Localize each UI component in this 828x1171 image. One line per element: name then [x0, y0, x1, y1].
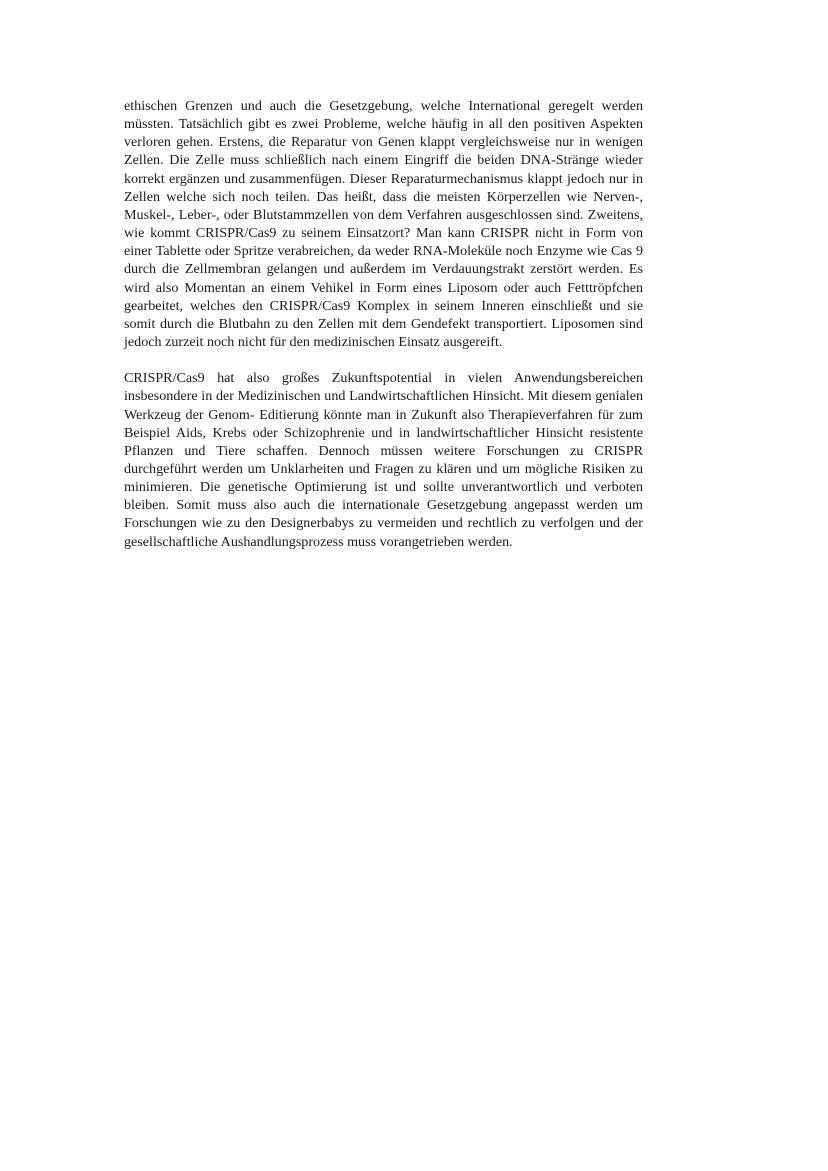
paragraph-conclusion: CRISPR/Cas9 hat also großes Zukunftspotential in vielen Anwendungsbereichen insbesondere in der Medizinischen und Landwirtschaftlichen Hinsicht. Mit diesem genialen Werkzeug der Genom- Editierung könnte man in Zukunft also Therapieverfahren für zum Beispiel Aids, Krebs oder Schizophrenie und in landwirtschaftlicher Hinsicht resistente Pflanzen und Tiere schaffen. Dennoch müssen weitere Forschungen zu CRISPR durchgeführt werden um Unklarheiten und Fragen zu klären und um mögliche Risiken zu minimieren. Die genetische Optimierung ist und sollte unverantwortlich und verboten bleiben. Somit muss also auch die internationale Gesetzgebung angepasst werden um Forschungen wie zu den Designerbabys zu vermeiden und rechtlich zu verfolgen und der gesellschaftliche Aushandlungsprozess muss vorangetrieben werden.	[124, 370, 643, 550]
paragraph-limitations: ethischen Grenzen und auch die Gesetzgebung, welche International geregelt werden müssten. Tatsächlich gibt es zwei Probleme, welche häufig in all den positiven Aspekten verloren gehen. Erstens, die Reparatur von Genen klappt vergleichsweise nur in wenigen Zellen. Die Zelle muss schließlich nach einem Eingriff die beiden DNA-Stränge wieder korrekt ergänzen und zusammenfügen. Dieser Reparaturmechanismus klappt jedoch nur in Zellen welche sich noch teilen. Das heißt, dass die meisten Körperzellen wie Nerven-, Muskel-, Leber-, oder Blutstammzellen von dem Verfahren ausgeschlossen sind. Zweitens, wie kommt CRISPR/Cas9 zu seinem Einsatzort? Man kann CRISPR nicht in Form von einer Tablette oder Spritze verabreichen, da weder RNA-Moleküle noch Enzyme wie Cas 9 durch die Zellmembran gelangen und außerdem im Verdauungstrakt zerstört werden. Es wird also Momentan an einem Vehikel in Form eines Liposom oder auch Fetttröpfchen gearbeitet, welches den CRISPR/Cas9 Komplex in seinem Inneren einschließt und sie somit durch die Blutbahn zu den Zellen mit dem Gendefekt transportiert. Liposomen sind jedoch zurzeit noch nicht für den medizinischen Einsatz ausgereift.	[124, 98, 643, 351]
document-body	[124, 97, 643, 551]
